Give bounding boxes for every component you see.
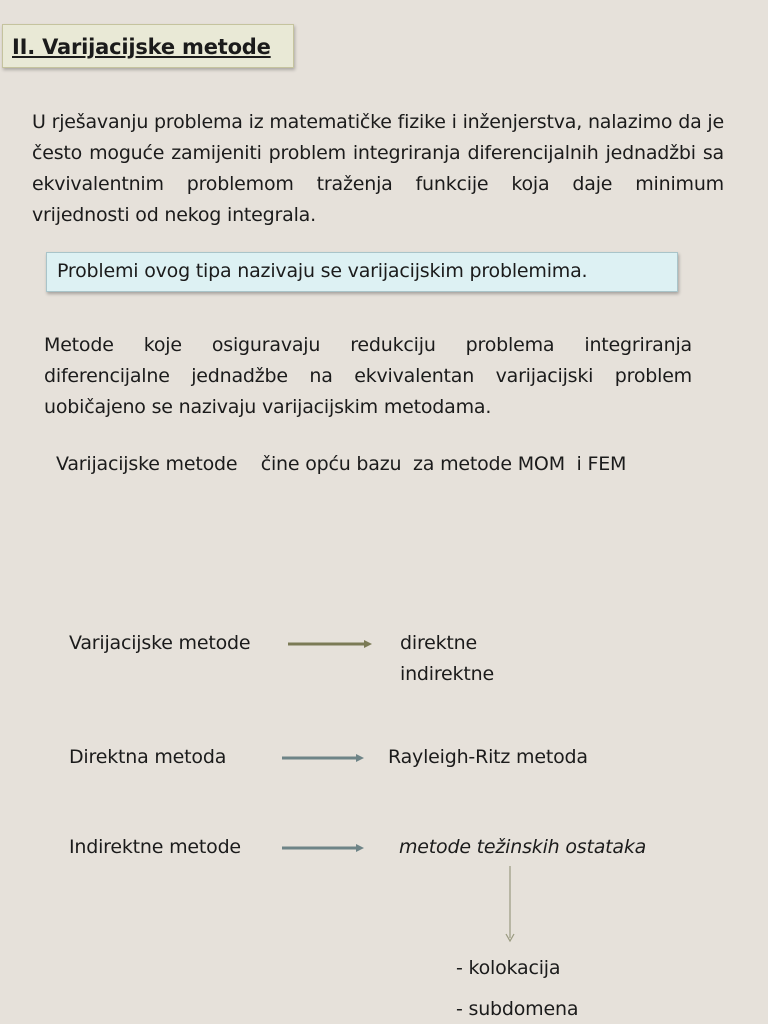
title-box [2, 24, 294, 68]
row2-left-label: Direktna metoda [69, 746, 227, 768]
row3-arrow-icon [280, 841, 370, 855]
row2-right-label: Rayleigh-Ritz metoda [388, 746, 588, 768]
row3-left-label: Indirektne metode [69, 836, 241, 858]
row2-arrow-icon [280, 751, 370, 765]
down-arrow-icon [502, 866, 518, 944]
row1-arrow-icon [286, 637, 376, 651]
statement-line: Varijacijske metode čine opću bazu za metode MOM i FEM [56, 453, 627, 475]
methods-paragraph: Metode koje osiguravaju redukciju problema integriranja diferencijalne jednadžbe na ekvivalentan varijacijski problem uobičajeno se nazivaju varijacijskim metodama. [44, 334, 692, 418]
intro-paragraph: U rješavanju problema iz matematičke fizike i inženjerstva, nalazimo da je često moguće zamijeniti problem integriranja diferencijalnih jednadžbi sa ekvivalentnim problemom traženja funkcije koja daje minimum vrijednosti od nekog integrala. [32, 111, 724, 226]
sub-item-subdomena: - subdomena [456, 998, 579, 1020]
highlight-box [46, 252, 678, 292]
highlight-text: Problemi ovog tipa nazivaju se varijacijskim problemima. [57, 260, 588, 282]
row1-right-direktne: direktne [400, 632, 478, 654]
page-title: II. Varijacijske metode [12, 35, 271, 59]
row1-right-indirektne: indirektne [400, 663, 494, 685]
row1-left-label: Varijacijske metode [69, 632, 251, 654]
row3-right-label: metode težinskih ostataka [399, 836, 647, 858]
sub-item-kolokacija: - kolokacija [456, 957, 561, 979]
